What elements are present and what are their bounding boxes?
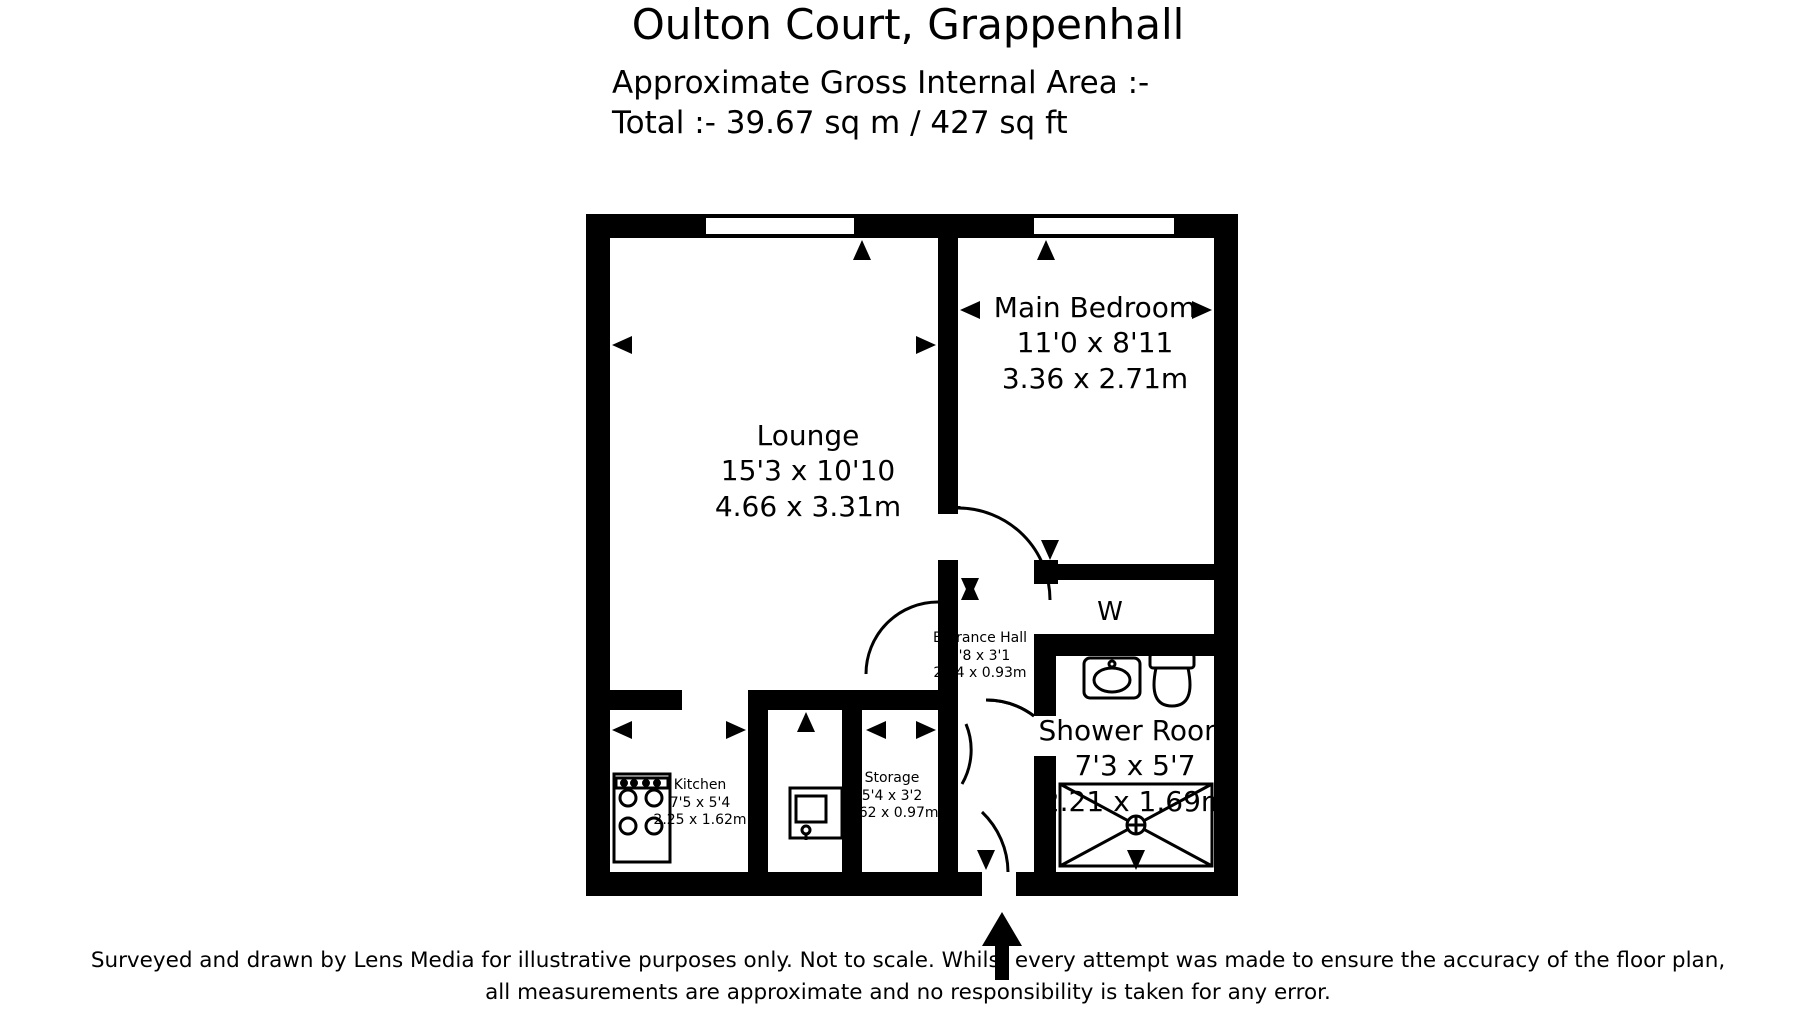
footer-disclaimer-line-1: Surveyed and drawn by Lens Media for illustrative purposes only. Not to scale. Whilst every attempt was made to ensure the accuracy of the floor plan,	[90, 948, 1726, 973]
wc-fixture	[1150, 654, 1194, 706]
room-label-lounge: Lounge 15'3 x 10'10 4.66 x 3.31m	[714, 419, 902, 523]
room-label-main-bedroom: Main Bedroom 11'0 x 8'11 3.36 x 2.71m	[993, 291, 1197, 395]
room-label-shower-room: Shower Room 7'3 x 5'7 2.21 x 1.69m	[1038, 714, 1232, 818]
footer-disclaimer-line-2: all measurements are approximate and no responsibility is taken for any error.	[485, 980, 1331, 1005]
wash-basin-fixture	[1084, 658, 1140, 698]
room-label-storage: Storage 5'4 x 3'2 1.62 x 0.97m	[845, 770, 939, 822]
room-label-entrance-hall: Entrance Hall 9'8 x 3'1 2.94 x 0.93m	[932, 630, 1028, 682]
room-label-kitchen: Kitchen 7'5 x 5'4 2.25 x 1.62m	[653, 777, 747, 829]
page-title: Oulton Court, Grappenhall	[631, 0, 1185, 49]
total-area-line: Total :- 39.67 sq m / 427 sq ft	[612, 105, 1068, 141]
wardrobe-marker: W	[1097, 597, 1123, 627]
gross-internal-area-line: Approximate Gross Internal Area :-	[612, 65, 1150, 101]
